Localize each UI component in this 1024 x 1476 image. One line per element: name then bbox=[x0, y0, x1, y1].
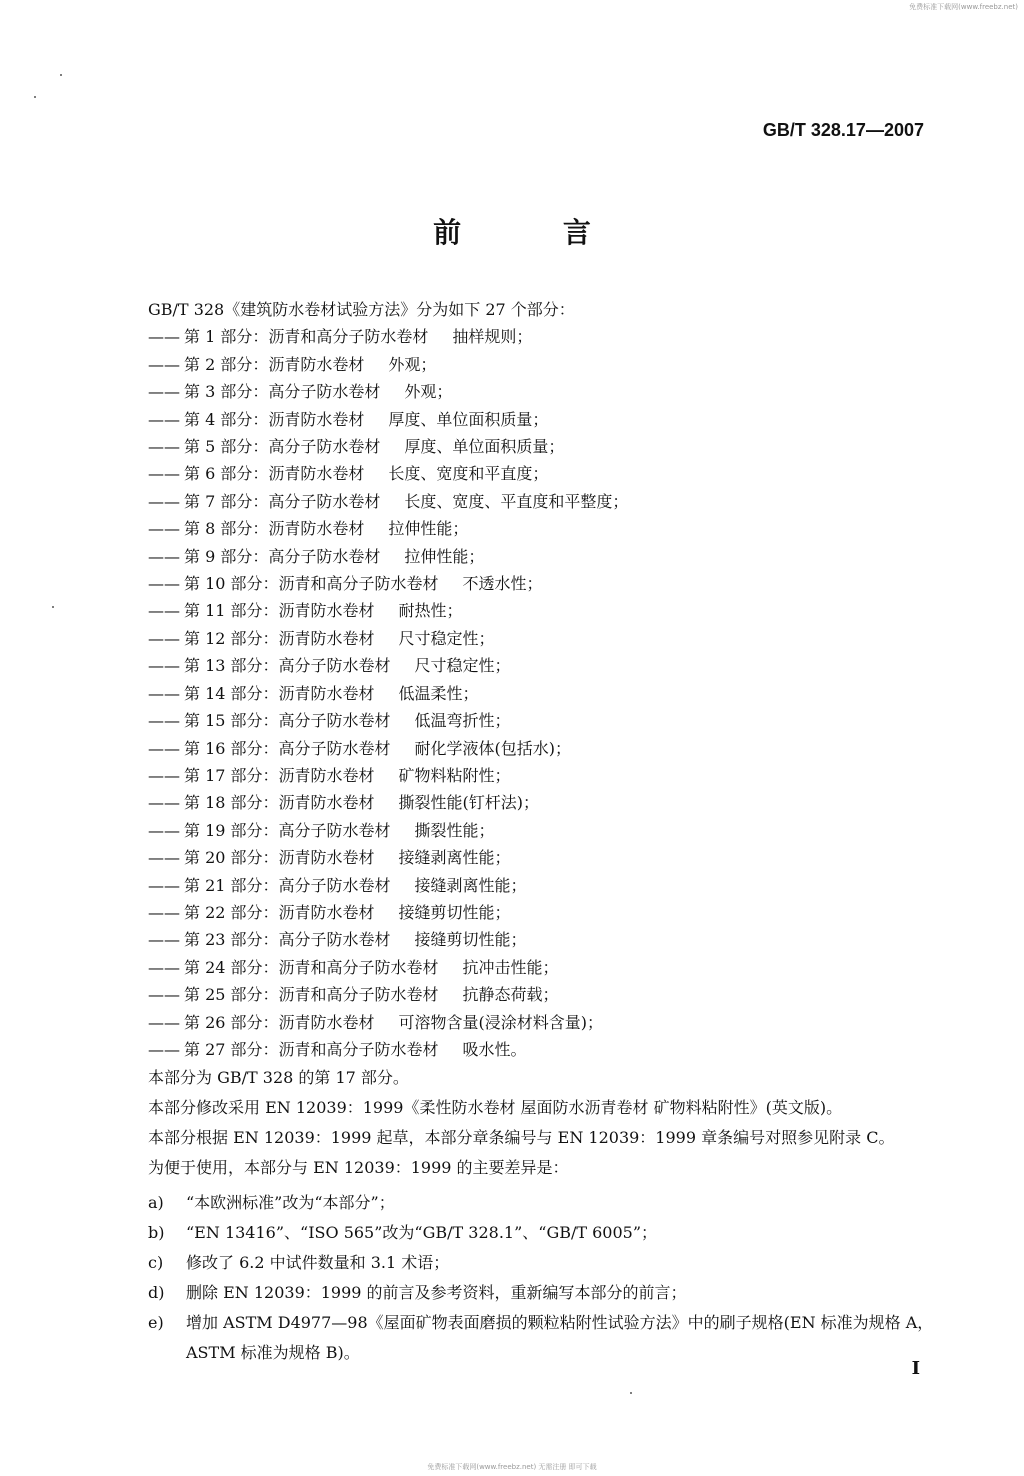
em-dash: —— bbox=[148, 848, 180, 868]
part-list-item bbox=[148, 488, 948, 515]
differences-list bbox=[148, 1188, 948, 1368]
em-dash: —— bbox=[148, 628, 180, 648]
part-list-item bbox=[148, 817, 948, 844]
part-topic: 长度、宽度、平直度和平整度； bbox=[404, 491, 629, 511]
part-topic: 拉伸性能； bbox=[388, 519, 469, 539]
part-topic: 吸水性。 bbox=[462, 1039, 527, 1059]
item-text: 修改了 6.2 中试件数量和 3.1 术语； bbox=[186, 1253, 450, 1273]
part-topic: 拉伸性能； bbox=[404, 546, 485, 566]
part-list-item bbox=[148, 406, 948, 433]
part-topic: 外观； bbox=[404, 382, 453, 402]
em-dash: —— bbox=[148, 683, 180, 703]
part-prefix: 第 16 部分：高分子防水卷材 bbox=[184, 738, 391, 758]
part-prefix: 第 6 部分：沥青防水卷材 bbox=[184, 464, 365, 484]
part-topic: 撕裂性能(钉杆法)； bbox=[398, 793, 540, 813]
part-topic: 耐热性； bbox=[398, 601, 463, 621]
part-topic: 矿物料粘附性； bbox=[398, 765, 511, 785]
part-prefix: 第 5 部分：高分子防水卷材 bbox=[184, 437, 381, 457]
part-prefix: 第 25 部分：沥青和高分子防水卷材 bbox=[184, 985, 439, 1005]
part-list-item bbox=[148, 680, 948, 707]
part-list-item bbox=[148, 433, 948, 460]
part-list-item bbox=[148, 1036, 948, 1063]
part-list-item bbox=[148, 570, 948, 597]
watermark-bottom: 免费标准下载网(www.freebz.net) 无需注册 即可下载 bbox=[427, 1463, 597, 1471]
em-dash: —— bbox=[148, 738, 180, 758]
item-label: d) bbox=[148, 1283, 165, 1303]
scan-speck bbox=[52, 606, 54, 608]
part-prefix: 第 14 部分：沥青防水卷材 bbox=[184, 683, 375, 703]
part-topic: 接缝剥离性能； bbox=[414, 875, 527, 895]
part-list-item bbox=[148, 872, 948, 899]
part-topic: 抗静态荷载； bbox=[462, 985, 559, 1005]
body-paragraph: 本部分根据 EN 12039：1999 起草，本部分章条编号与 EN 12039：1999 章条编号对照参见附录 C。 bbox=[148, 1128, 895, 1148]
em-dash: —— bbox=[148, 382, 180, 402]
part-prefix: 第 24 部分：沥青和高分子防水卷材 bbox=[184, 957, 439, 977]
part-list-item bbox=[148, 707, 948, 734]
em-dash: —— bbox=[148, 820, 180, 840]
difference-item bbox=[148, 1278, 948, 1308]
part-prefix: 第 8 部分：沥青防水卷材 bbox=[184, 519, 365, 539]
em-dash: —— bbox=[148, 793, 180, 813]
part-topic: 可溶物含量(浸涂材料含量)； bbox=[398, 1012, 604, 1032]
part-prefix: 第 7 部分：高分子防水卷材 bbox=[184, 491, 381, 511]
part-prefix: 第 15 部分：高分子防水卷材 bbox=[184, 711, 391, 731]
paragraphs bbox=[148, 1063, 948, 1183]
em-dash: —— bbox=[148, 491, 180, 511]
part-list-item bbox=[148, 625, 948, 652]
difference-item bbox=[148, 1188, 948, 1218]
em-dash: —— bbox=[148, 354, 180, 374]
item-label: c) bbox=[148, 1253, 164, 1273]
part-list-item bbox=[148, 460, 948, 487]
scan-speck bbox=[60, 74, 62, 76]
part-topic: 尺寸稳定性； bbox=[414, 656, 511, 676]
em-dash: —— bbox=[148, 574, 180, 594]
part-topic: 外观； bbox=[388, 354, 437, 374]
difference-item bbox=[148, 1308, 948, 1368]
part-prefix: 第 13 部分：高分子防水卷材 bbox=[184, 656, 391, 676]
body-paragraph: 本部分修改采用 EN 12039：1999《柔性防水卷材 屋面防水沥青卷材 矿物料粘附性》(英文版)。 bbox=[148, 1098, 843, 1118]
item-text: 增加 ASTM D4977—98《屋面矿物表面磨损的颗粒粘附性试验方法》中的刷子规格(EN 标准为规格 A，ASTM 标准为规格 B)。 bbox=[186, 1313, 934, 1363]
part-prefix: 第 18 部分：沥青防水卷材 bbox=[184, 793, 375, 813]
item-label: a) bbox=[148, 1193, 164, 1213]
part-list-item bbox=[148, 789, 948, 816]
part-list-item bbox=[148, 926, 948, 953]
intro-text: GB/T 328《建筑防水卷材试验方法》分为如下 27 个部分： bbox=[148, 300, 575, 319]
part-prefix: 第 26 部分：沥青防水卷材 bbox=[184, 1012, 375, 1032]
item-text: “EN 13416”、“ISO 565”改为“GB/T 328.1”、“GB/T 6005”； bbox=[186, 1223, 658, 1243]
part-list-item bbox=[148, 981, 948, 1008]
part-prefix: 第 9 部分：高分子防水卷材 bbox=[184, 546, 381, 566]
em-dash: —— bbox=[148, 957, 180, 977]
body-paragraph: 为便于使用，本部分与 EN 12039：1999 的主要差异是： bbox=[148, 1158, 569, 1178]
watermark-top: 免费标准下载网(www.freebz.net) bbox=[909, 3, 1018, 11]
item-label: b) bbox=[148, 1223, 165, 1243]
part-prefix: 第 27 部分：沥青和高分子防水卷材 bbox=[184, 1039, 439, 1059]
part-prefix: 第 12 部分：沥青防水卷材 bbox=[184, 628, 375, 648]
part-topic: 厚度、单位面积质量； bbox=[388, 409, 549, 429]
part-prefix: 第 17 部分：沥青防水卷材 bbox=[184, 765, 375, 785]
part-list-item bbox=[148, 597, 948, 624]
part-topic: 抗冲击性能； bbox=[462, 957, 559, 977]
part-prefix: 第 20 部分：沥青防水卷材 bbox=[184, 848, 375, 868]
part-topic: 接缝剪切性能； bbox=[398, 902, 511, 922]
part-list-item bbox=[148, 899, 948, 926]
difference-item bbox=[148, 1218, 948, 1248]
em-dash: —— bbox=[148, 601, 180, 621]
parts-list bbox=[148, 323, 948, 1063]
item-text: 删除 EN 12039：1999 的前言及参考资料，重新编写本部分的前言； bbox=[186, 1283, 687, 1303]
part-prefix: 第 23 部分：高分子防水卷材 bbox=[184, 930, 391, 950]
em-dash: —— bbox=[148, 875, 180, 895]
em-dash: —— bbox=[148, 519, 180, 539]
part-prefix: 第 2 部分：沥青防水卷材 bbox=[184, 354, 365, 374]
standard-code: GB/T 328.17—2007 bbox=[762, 120, 924, 140]
part-topic: 耐化学液体(包括水)； bbox=[414, 738, 572, 758]
em-dash: —— bbox=[148, 902, 180, 922]
part-topic: 厚度、单位面积质量； bbox=[404, 437, 565, 457]
part-list-item bbox=[148, 762, 948, 789]
part-list-item bbox=[148, 543, 948, 570]
page-title: 前 言 bbox=[433, 216, 637, 249]
scan-speck bbox=[34, 96, 36, 98]
em-dash: —— bbox=[148, 656, 180, 676]
part-prefix: 第 10 部分：沥青和高分子防水卷材 bbox=[184, 574, 439, 594]
em-dash: —— bbox=[148, 1039, 180, 1059]
part-topic: 长度、宽度和平直度； bbox=[388, 464, 549, 484]
item-text: “本欧洲标准”改为“本部分”； bbox=[186, 1193, 395, 1213]
page-number: I bbox=[911, 1358, 920, 1379]
part-topic: 接缝剥离性能； bbox=[398, 848, 511, 868]
em-dash: —— bbox=[148, 930, 180, 950]
em-dash: —— bbox=[148, 985, 180, 1005]
em-dash: —— bbox=[148, 327, 180, 347]
part-topic: 低温柔性； bbox=[398, 683, 479, 703]
part-prefix: 第 4 部分：沥青防水卷材 bbox=[184, 409, 365, 429]
em-dash: —— bbox=[148, 711, 180, 731]
part-list-item bbox=[148, 844, 948, 871]
part-prefix: 第 21 部分：高分子防水卷材 bbox=[184, 875, 391, 895]
em-dash: —— bbox=[148, 437, 180, 457]
part-topic: 接缝剪切性能； bbox=[414, 930, 527, 950]
part-prefix: 第 22 部分：沥青防水卷材 bbox=[184, 902, 375, 922]
part-topic: 不透水性； bbox=[462, 574, 543, 594]
em-dash: —— bbox=[148, 546, 180, 566]
em-dash: —— bbox=[148, 464, 180, 484]
part-list-item bbox=[148, 954, 948, 981]
part-prefix: 第 11 部分：沥青防水卷材 bbox=[184, 601, 375, 621]
part-list-item bbox=[148, 515, 948, 542]
part-topic: 抽样规则； bbox=[452, 327, 533, 347]
scan-speck bbox=[630, 1392, 632, 1394]
part-list-item bbox=[148, 1009, 948, 1036]
part-prefix: 第 1 部分：沥青和高分子防水卷材 bbox=[184, 327, 429, 347]
part-topic: 撕裂性能； bbox=[414, 820, 495, 840]
document-body bbox=[148, 296, 948, 1368]
em-dash: —— bbox=[148, 409, 180, 429]
part-list-item bbox=[148, 378, 948, 405]
body-paragraph: 本部分为 GB/T 328 的第 17 部分。 bbox=[148, 1068, 409, 1088]
part-list-item bbox=[148, 351, 948, 378]
item-label: e) bbox=[148, 1313, 164, 1333]
em-dash: —— bbox=[148, 765, 180, 785]
part-list-item bbox=[148, 652, 948, 679]
part-topic: 低温弯折性； bbox=[414, 711, 511, 731]
part-prefix: 第 19 部分：高分子防水卷材 bbox=[184, 820, 391, 840]
difference-item bbox=[148, 1248, 948, 1278]
em-dash: —— bbox=[148, 1012, 180, 1032]
part-list-item bbox=[148, 735, 948, 762]
part-list-item bbox=[148, 323, 948, 350]
part-topic: 尺寸稳定性； bbox=[398, 628, 495, 648]
part-prefix: 第 3 部分：高分子防水卷材 bbox=[184, 382, 381, 402]
